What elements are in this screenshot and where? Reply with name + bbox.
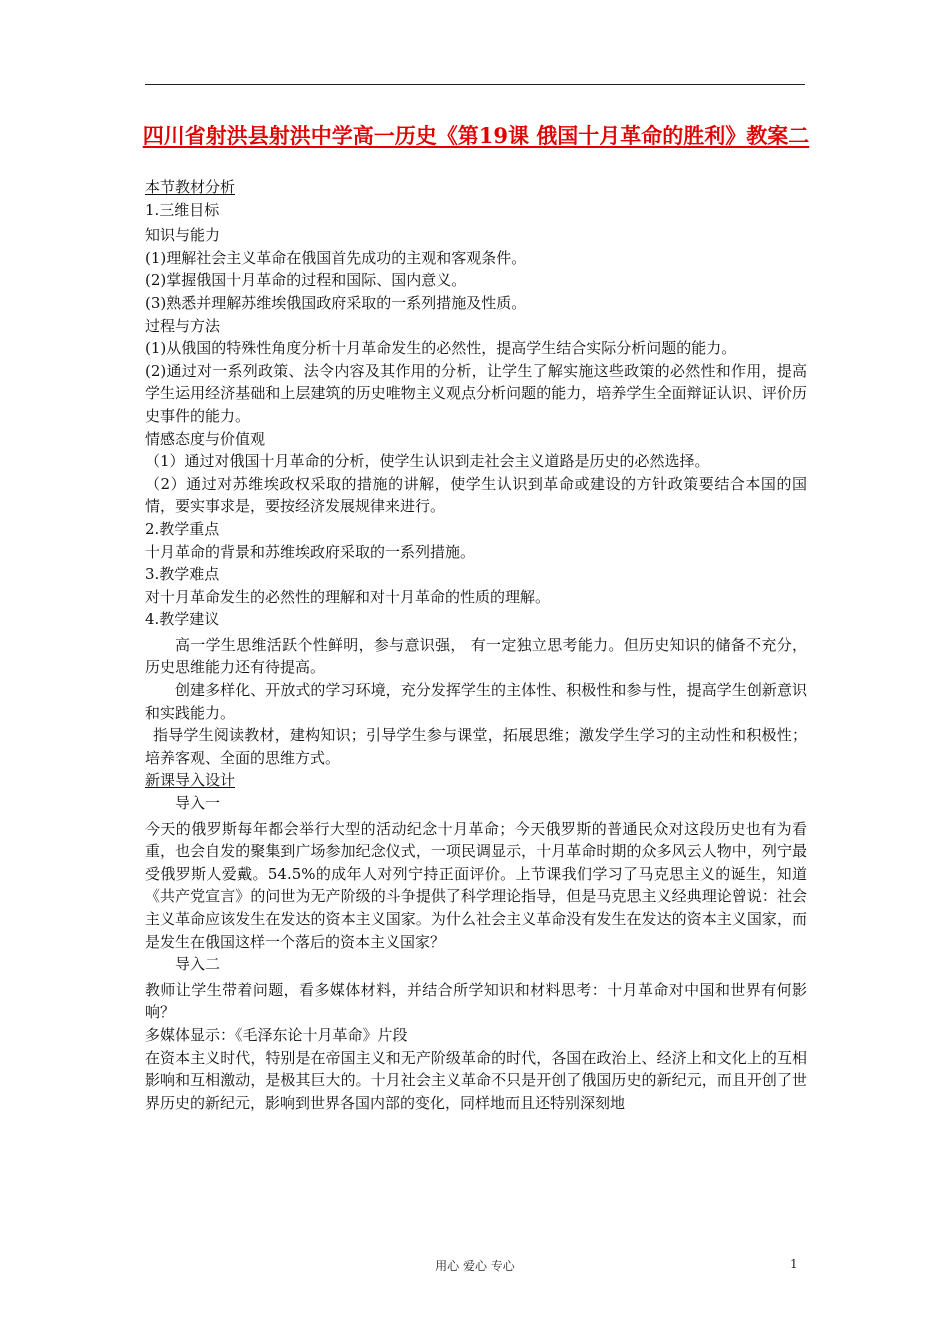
paragraph: 指导学生阅读教材，建构知识；引导学生参与课堂，拓展思维；激发学生学习的主动性和积极性；培养客观、全面的思维方式。 bbox=[145, 726, 807, 767]
page-number: 1 bbox=[790, 1257, 798, 1271]
paragraph: (2)掌握俄国十月革命的过程和国际、国内意义。 bbox=[145, 271, 467, 290]
paragraph: 教师让学生带着问题，看多媒体材料，并结合所学知识和材料思考：十月革命对中国和世界有何影响？ bbox=[145, 980, 807, 1022]
document-title: 四川省射洪县射洪中学高一历史《第19课 俄国十月革命的胜利》教案二 bbox=[142, 123, 810, 148]
paragraph: （1）通过对俄国十月革命的分析，使学生认识到走社会主义道路是历史的必然选择。 bbox=[145, 452, 710, 471]
header-rule bbox=[145, 84, 805, 85]
paragraph: 在资本主义时代，特别是在帝国主义和无产阶级革命的时代，各国在政治上、经济上和文化上的互相影响和互相激动，是极其巨大的。十月社会主义革命不只是开创了俄国历史的新纪元，而且开创了世界历史的新纪元，影响到世界各国内部的变化，同样地而且还特别深刻地 bbox=[145, 1048, 807, 1112]
paragraph: 知识与能力 bbox=[145, 226, 221, 245]
paragraph: 本节教材分析 bbox=[145, 178, 236, 196]
paragraph: 新课导入设计 bbox=[145, 771, 236, 790]
paragraph: 3.教学难点 bbox=[145, 565, 220, 584]
paragraph: 今天的俄罗斯每年都会举行大型的活动纪念十月革命；今天俄罗斯的普通民众对这段历史也有为看重，也会自发的聚集到广场参加纪念仪式，一项民调显示，十月革命时期的众多风云人物中，列宁最受俄罗斯人爱戴。54.5%的成年人对列宁持正面评价。上节课我们学习了马克思主义的诞生，知道《共产党宣言》的问世为无产阶级的斗争提供了科学理论指导，但是马克思主义经典理论曾说：社会主义革命应该发生在发达的资本主义国家。为什么社会主义革命没有发生在发达的资本主义国家，而是发生在俄国这样一个落后的资本主义国家？ bbox=[145, 819, 807, 951]
paragraph: （2）通过对苏维埃政权采取的措施的讲解，使学生认识到革命或建设的方针政策要结合本国的国情，要实事求是，要按经济发展规律来进行。 bbox=[145, 474, 807, 516]
paragraph: (1)从俄国的特殊性角度分析十月革命发生的必然性，提高学生结合实际分析问题的能力。 bbox=[145, 339, 737, 358]
paragraph: 2.教学重点 bbox=[145, 519, 220, 538]
paragraph: 高一学生思维活跃个性鲜明，参与意识强， 有一定独立思考能力。但历史知识的储备不充分，历史思维能力还有待提高。 bbox=[145, 635, 807, 677]
paragraph: 导入二 bbox=[175, 955, 221, 974]
paragraph: 创建多样化、开放式的学习环境，充分发挥学生的主体性、积极性和参与性，提高学生创新意识和实践能力。 bbox=[145, 681, 807, 722]
paragraph: (2)通过对一系列政策、法令内容及其作用的分析，让学生了解实施这些政策的必然性和作用，提高学生运用经济基础和上层建筑的历史唯物主义观点分析问题的能力，培养学生全面辩证认识、评价历史事件的能力。 bbox=[145, 361, 807, 425]
paragraph: 过程与方法 bbox=[145, 316, 221, 335]
paragraph: (1)理解社会主义革命在俄国首先成功的主观和客观条件。 bbox=[145, 248, 527, 267]
paragraph: 4.教学建议 bbox=[145, 610, 220, 629]
footer-slogan: 用心 爱心 专心 bbox=[435, 1259, 515, 1273]
paragraph: 导入一 bbox=[175, 794, 221, 813]
paragraph: (3)熟悉并理解苏维埃俄国政府采取的一系列措施及性质。 bbox=[145, 293, 527, 312]
paragraph: 对十月革命发生的必然性的理解和对十月革命的性质的理解。 bbox=[145, 587, 551, 606]
paragraph: 多媒体显示：《毛泽东论十月革命》片段 bbox=[145, 1025, 408, 1044]
paragraph: 情感态度与价值观 bbox=[145, 429, 266, 448]
paragraph: 1.三维目标 bbox=[145, 200, 220, 219]
paragraph: 十月革命的背景和苏维埃政府采取的一系列措施。 bbox=[145, 542, 476, 561]
document-body bbox=[145, 176, 807, 1114]
